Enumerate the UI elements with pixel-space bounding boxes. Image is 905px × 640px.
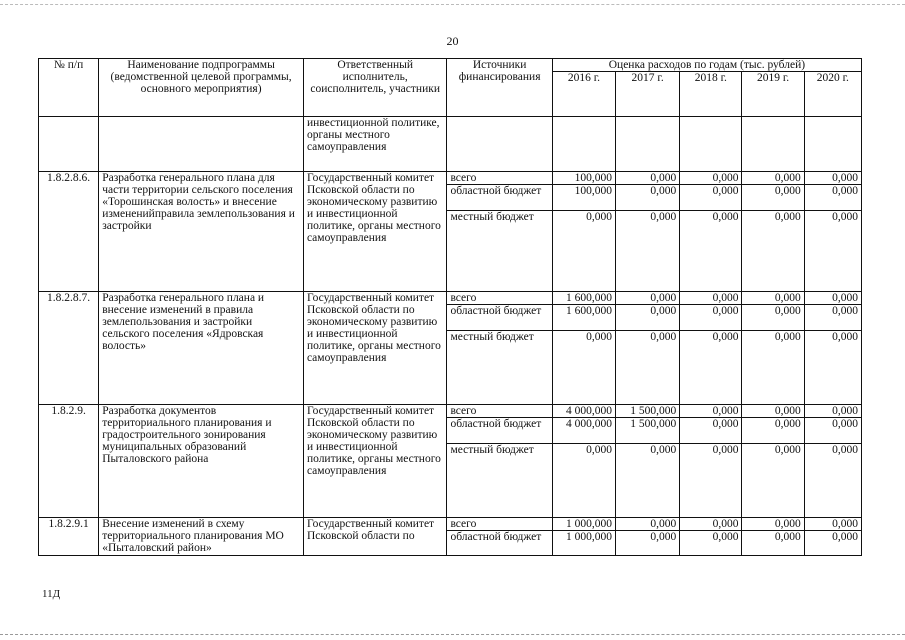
table-cell bbox=[552, 117, 615, 172]
row-value: 0,000 bbox=[804, 518, 861, 531]
table-cell bbox=[742, 117, 804, 172]
header-executor: Ответственный исполнитель, соисполнитель, участники bbox=[303, 59, 447, 117]
row-value: 0,000 bbox=[680, 185, 742, 211]
row-value: 0,000 bbox=[680, 405, 742, 418]
row-value: 0,000 bbox=[804, 305, 861, 331]
row-name: Разработка генерального плана и внесение изменений в правила землепользования и застройки сельского поселения «Ядровская волость» bbox=[99, 292, 304, 405]
row-value: 0,000 bbox=[804, 531, 861, 556]
row-source: областной бюджет bbox=[447, 418, 552, 444]
row-value: 1 500,000 bbox=[616, 405, 680, 418]
row-value: 0,000 bbox=[680, 211, 742, 292]
row-value: 1 000,000 bbox=[552, 531, 615, 556]
row-value: 0,000 bbox=[742, 444, 804, 518]
row-value: 0,000 bbox=[616, 331, 680, 405]
row-name: Внесение изменений в схему территориального планирования МО «Пыталовский район» bbox=[99, 518, 304, 556]
row-value: 0,000 bbox=[552, 211, 615, 292]
row-value: 0,000 bbox=[552, 444, 615, 518]
table-cell bbox=[616, 117, 680, 172]
row-source: всего bbox=[447, 405, 552, 418]
header-sources: Источники финансирования bbox=[447, 59, 552, 117]
header-year: 2019 г. bbox=[742, 72, 804, 117]
page-number: 20 bbox=[446, 34, 459, 48]
row-value: 0,000 bbox=[742, 185, 804, 211]
row-value: 0,000 bbox=[616, 444, 680, 518]
header-year: 2017 г. bbox=[616, 72, 680, 117]
row-value: 100,000 bbox=[552, 172, 615, 185]
header-row bbox=[39, 59, 862, 72]
scan-edge-top bbox=[0, 4, 905, 5]
row-value: 0,000 bbox=[616, 185, 680, 211]
row-name: Разработка генерального плана для части территории сельского поселения «Торошинская волость» и внесение измененийправила землепользования и застройки bbox=[99, 172, 304, 292]
row-value: 0,000 bbox=[616, 518, 680, 531]
row-value: 0,000 bbox=[680, 331, 742, 405]
header-year: 2018 г. bbox=[680, 72, 742, 117]
row-value: 0,000 bbox=[680, 305, 742, 331]
row-source: местный бюджет bbox=[447, 211, 552, 292]
header-year: 2020 г. bbox=[804, 72, 861, 117]
row-value: 0,000 bbox=[742, 531, 804, 556]
row-value: 0,000 bbox=[742, 405, 804, 418]
row-value: 0,000 bbox=[742, 305, 804, 331]
header-year: 2016 г. bbox=[552, 72, 615, 117]
row-executor: Государственный комитет Псковской области по экономическому развитию и инвестиционной политике, органы местного самоуправления bbox=[303, 405, 447, 518]
row-value: 0,000 bbox=[804, 292, 861, 305]
row-source: всего bbox=[447, 292, 552, 305]
row-value: 0,000 bbox=[552, 331, 615, 405]
scan-edge-bottom bbox=[0, 634, 905, 635]
row-value: 0,000 bbox=[804, 185, 861, 211]
row-value: 0,000 bbox=[680, 292, 742, 305]
table-row bbox=[39, 292, 862, 305]
row-value: 0,000 bbox=[742, 211, 804, 292]
row-value: 0,000 bbox=[616, 172, 680, 185]
row-source: местный бюджет bbox=[447, 331, 552, 405]
row-value: 4 000,000 bbox=[552, 405, 615, 418]
row-name: Разработка документов территориального планирования и градостроительного зонирования муниципальных образований Пыталовского района bbox=[99, 405, 304, 518]
row-code: 1.8.2.8.6. bbox=[39, 172, 99, 292]
row-value: 0,000 bbox=[742, 518, 804, 531]
table-cell bbox=[680, 117, 742, 172]
table-row bbox=[39, 518, 862, 531]
row-source: всего bbox=[447, 518, 552, 531]
row-value: 0,000 bbox=[742, 172, 804, 185]
budget-table bbox=[38, 58, 862, 556]
row-code: 1.8.2.8.7. bbox=[39, 292, 99, 405]
table-cell bbox=[99, 117, 304, 172]
header-name: Наименование подпрограммы (ведомственной целевой программы, основного мероприятия) bbox=[99, 59, 304, 117]
row-value: 0,000 bbox=[804, 172, 861, 185]
row-value: 1 600,000 bbox=[552, 292, 615, 305]
row-value: 0,000 bbox=[742, 331, 804, 405]
row-value: 100,000 bbox=[552, 185, 615, 211]
row-executor: Государственный комитет Псковской области по bbox=[303, 518, 447, 556]
row-value: 1 000,000 bbox=[552, 518, 615, 531]
row-value: 0,000 bbox=[742, 292, 804, 305]
row-value: 0,000 bbox=[616, 211, 680, 292]
row-value: 0,000 bbox=[616, 305, 680, 331]
row-source: областной бюджет bbox=[447, 185, 552, 211]
row-value: 0,000 bbox=[804, 405, 861, 418]
row-value: 0,000 bbox=[804, 211, 861, 292]
row-executor: Государственный комитет Псковской области по экономическому развитию и инвестиционной политике, органы местного самоуправления bbox=[303, 292, 447, 405]
row-source: местный бюджет bbox=[447, 444, 552, 518]
row-value: 0,000 bbox=[680, 172, 742, 185]
row-value: 0,000 bbox=[742, 418, 804, 444]
row-value: 0,000 bbox=[680, 444, 742, 518]
continuation-row bbox=[39, 117, 862, 172]
table-cell bbox=[39, 117, 99, 172]
row-source: областной бюджет bbox=[447, 531, 552, 556]
row-value: 0,000 bbox=[680, 418, 742, 444]
row-value: 0,000 bbox=[804, 331, 861, 405]
row-value: 4 000,000 bbox=[552, 418, 615, 444]
row-value: 0,000 bbox=[680, 518, 742, 531]
row-value: 0,000 bbox=[804, 444, 861, 518]
row-value: 1 600,000 bbox=[552, 305, 615, 331]
table-row bbox=[39, 405, 862, 418]
continuation-executor: инвестиционной политике, органы местного самоуправления bbox=[303, 117, 447, 172]
row-executor: Государственный комитет Псковской области по экономическому развитию и инвестиционной политике, органы местного самоуправления bbox=[303, 172, 447, 292]
row-code: 1.8.2.9. bbox=[39, 405, 99, 518]
row-source: всего bbox=[447, 172, 552, 185]
header-estimate: Оценка расходов по годам (тыс. рублей) bbox=[552, 59, 861, 72]
footer-code: 11Д bbox=[42, 588, 61, 600]
row-code: 1.8.2.9.1 bbox=[39, 518, 99, 556]
row-value: 0,000 bbox=[616, 292, 680, 305]
row-value: 0,000 bbox=[616, 531, 680, 556]
row-value: 0,000 bbox=[804, 418, 861, 444]
row-value: 0,000 bbox=[680, 531, 742, 556]
header-number: № п/п bbox=[39, 59, 99, 117]
row-value: 1 500,000 bbox=[616, 418, 680, 444]
table-cell bbox=[804, 117, 861, 172]
table-row bbox=[39, 172, 862, 185]
table-cell bbox=[447, 117, 552, 172]
row-source: областной бюджет bbox=[447, 305, 552, 331]
